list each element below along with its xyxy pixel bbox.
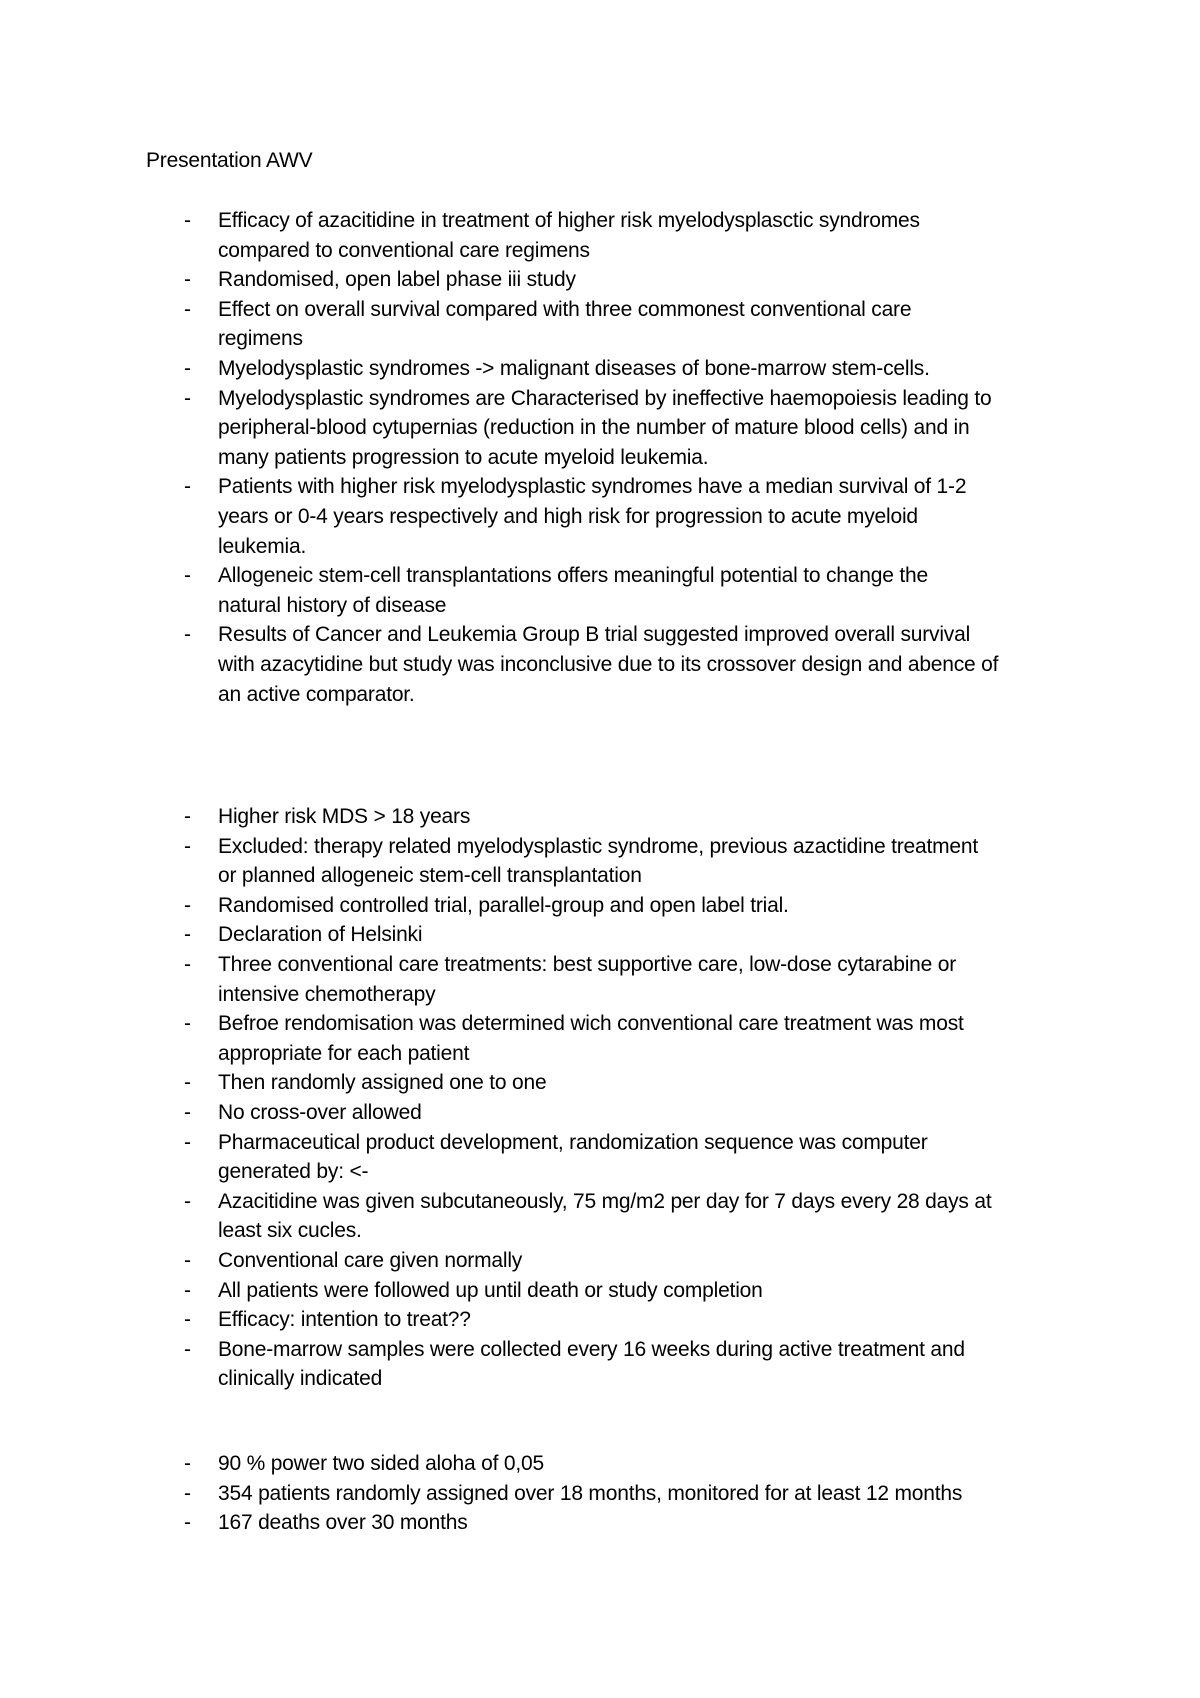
list-item: - Efficacy of azacitidine in treatment of higher risk myelodysplasctic syndromes compared to conventional care regimens [146, 206, 1076, 265]
list-item: - Randomised controlled trial, parallel-group and open label trial. [146, 891, 1076, 921]
document-title: Presentation AWV [146, 149, 313, 172]
list-item: - No cross-over allowed [146, 1098, 1076, 1128]
bullet-list-background [146, 206, 1076, 709]
list-item: - Declaration of Helsinki [146, 920, 1076, 950]
list-item: - Conventional care given normally [146, 1246, 1076, 1276]
list-item: - Myelodysplastic syndromes -> malignant diseases of bone-marrow stem-cells. [146, 354, 1076, 384]
list-item: - Pharmaceutical product development, randomization sequence was computer generated by: <- [146, 1128, 1076, 1187]
list-item: - Results of Cancer and Leukemia Group B trial suggested improved overall survival with azacytidine but study was inconclusive due to its crossover design and abence of an active comparator. [146, 620, 1076, 709]
list-item: - Efficacy: intention to treat?? [146, 1305, 1076, 1335]
list-item: - Three conventional care treatments: best supportive care, low-dose cytarabine or intensive chemotherapy [146, 950, 1076, 1009]
bullet-list-statistics [146, 1449, 1076, 1538]
list-item: - Bone-marrow samples were collected every 16 weeks during active treatment and clinically indicated [146, 1335, 1076, 1394]
list-item: - Randomised, open label phase iii study [146, 265, 1076, 295]
list-item: - Allogeneic stem-cell transplantations offers meaningful potential to change the natural history of disease [146, 561, 1076, 620]
list-item: - 167 deaths over 30 months [146, 1508, 1076, 1538]
list-item: - Patients with higher risk myelodysplastic syndromes have a median survival of 1-2 years or 0-4 years respectively and high risk for progression to acute myeloid leukemia. [146, 472, 1076, 561]
list-item: - Higher risk MDS > 18 years [146, 802, 1076, 832]
list-item: - Excluded: therapy related myelodysplastic syndrome, previous azactidine treatment or planned allogeneic stem-cell transplantation [146, 832, 1076, 891]
list-item: - 354 patients randomly assigned over 18 months, monitored for at least 12 months [146, 1479, 1076, 1509]
list-item: - Effect on overall survival compared with three commonest conventional care regimens [146, 295, 1076, 354]
list-item: - 90 % power two sided aloha of 0,05 [146, 1449, 1076, 1479]
list-item: - Then randomly assigned one to one [146, 1068, 1076, 1098]
list-item: - All patients were followed up until death or study completion [146, 1276, 1076, 1306]
bullet-list-methods [146, 802, 1076, 1394]
list-item: - Myelodysplastic syndromes are Characterised by ineffective haemopoiesis leading to peripheral-blood cytupernias (reduction in the number of mature blood cells) and in many patients progression to acute myeloid leukemia. [146, 384, 1076, 473]
list-item: - Befroe rendomisation was determined wich conventional care treatment was most appropriate for each patient [146, 1009, 1076, 1068]
list-item: - Azacitidine was given subcutaneously, 75 mg/m2 per day for 7 days every 28 days at least six cucles. [146, 1187, 1076, 1246]
